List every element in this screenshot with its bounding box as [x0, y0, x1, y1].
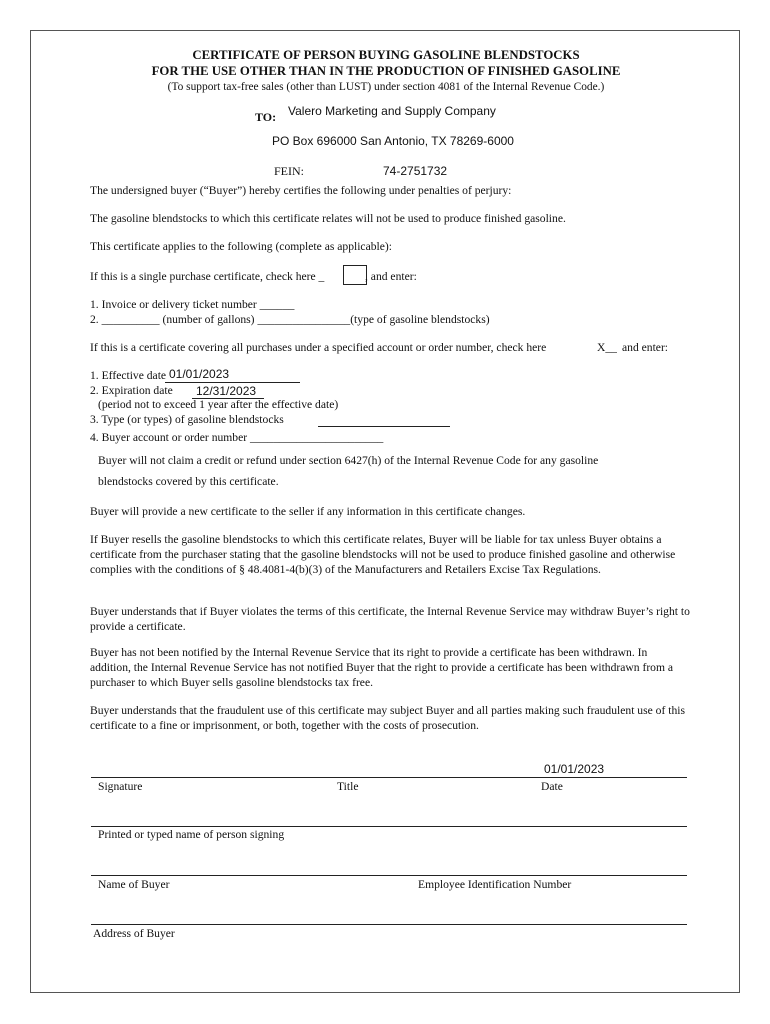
single-purchase-enter: , and enter: — [365, 270, 417, 283]
fraud-paragraph: Buyer understands that the fraudulent use of this certificate may subject Buyer and all parties making such fraudulent use of this certificate to a fine or imprisonment, or both, together with the costs of prosecution. — [90, 704, 685, 732]
buyer-account-line: 4. Buyer account or order number _______________________ — [90, 431, 384, 444]
ein-label: Employee Identification Number — [418, 878, 572, 891]
buyer-address-label: Address of Buyer — [93, 927, 175, 940]
invoice-line: 1. Invoice or delivery ticket number ______ — [90, 298, 295, 311]
printed-name-line[interactable] — [91, 826, 687, 827]
date-label: Date — [541, 780, 563, 793]
single-purchase-text: If this is a single purchase certificate, check here _ — [90, 270, 325, 283]
seller-name[interactable]: Valero Marketing and Supply Company — [288, 104, 496, 118]
resell-paragraph: If Buyer resells the gasoline blendstocks to which this certificate relates, Buyer will be liable for tax unless Buyer obtains a certificate from the purchaser stating that the gasoline blendstocks will not be used to produce finished gasoline and otherwise complies with the conditions of § 48.4081-4(b)(3) of the Manufacturers and Retailers Excise Tax Regulations. — [90, 533, 676, 576]
title-line-1: CERTIFICATE OF PERSON BUYING GASOLINE BLENDSTOCKS — [192, 48, 580, 62]
buyer-address-line[interactable] — [91, 924, 687, 925]
title-label: Title — [337, 780, 359, 793]
period-note: (period not to exceed 1 year after the effective date) — [98, 398, 339, 411]
fein-value[interactable]: 74-2751732 — [383, 164, 448, 178]
fein-label: FEIN: — [274, 164, 304, 178]
printed-name-label: Printed or typed name of person signing — [98, 828, 285, 841]
expiration-date-field[interactable]: 12/31/2023 — [196, 384, 257, 398]
blendstock-type-label: 3. Type (or types) of gasoline blendstocks — [90, 413, 284, 426]
effective-date-label: 1. Effective date — [90, 369, 167, 382]
effective-date-field[interactable]: 01/01/2023 — [169, 367, 230, 381]
account-purchase-check[interactable]: X__ — [597, 341, 617, 354]
certificate-page — [30, 30, 740, 993]
violation-paragraph: Buyer understands that if Buyer violates the terms of this certificate, the Internal Revenue Service may withdraw Buyer’s right to provide a certificate. — [90, 605, 690, 633]
buyer-name-line[interactable] — [91, 875, 687, 876]
buyer-name-label: Name of Buyer — [98, 878, 170, 891]
seller-address[interactable]: PO Box 696000 San Antonio, TX 78269-6000 — [272, 134, 514, 148]
account-purchase-text: If this is a certificate covering all purchases under a specified account or order number, check here — [90, 341, 547, 354]
signature-line[interactable] — [91, 777, 687, 778]
no-credit-line-2: blendstocks covered by this certificate. — [98, 475, 279, 488]
signature-label: Signature — [98, 780, 143, 793]
title-line-2: FOR THE USE OTHER THAN IN THE PRODUCTION OF FINISHED GASOLINE — [151, 64, 621, 78]
subtitle: (To support tax-free sales (other than LUST) under section 4081 of the Internal Revenue Code.) — [167, 81, 605, 93]
gallons-line: 2. __________ (number of gallons) ________________(type of gasoline blendstocks) — [90, 313, 490, 326]
blendstock-type-field[interactable] — [318, 426, 450, 427]
no-credit-line-1: Buyer will not claim a credit or refund under section 6427(h) of the Internal Revenue Code for any gasoline — [98, 454, 599, 467]
account-purchase-enter: and enter: — [622, 341, 669, 354]
not-used-statement: The gasoline blendstocks to which this certificate relates will not be used to produce finished gasoline. — [90, 212, 566, 225]
expiration-date-label: 2. Expiration date — [90, 384, 173, 397]
effective-date-underline — [165, 382, 300, 383]
to-label: TO: — [255, 110, 277, 124]
new-certificate-statement: Buyer will provide a new certificate to the seller if any information in this certificate changes. — [90, 505, 526, 518]
applies-statement: This certificate applies to the following (complete as applicable): — [90, 240, 392, 253]
signature-date-value[interactable]: 01/01/2023 — [544, 762, 605, 776]
notification-paragraph: Buyer has not been notified by the Internal Revenue Service that its right to provide a certificate has been withdrawn. In addition, the Internal Revenue Service has not notified Buyer that the right to provide a certificate has been withdrawn from a purchaser to which Buyer sells gasoline blendstocks tax free. — [90, 646, 674, 689]
certify-statement: The undersigned buyer (“Buyer”) hereby certifies the following under penalties of perjury: — [90, 184, 512, 197]
single-purchase-checkbox[interactable] — [343, 265, 367, 285]
